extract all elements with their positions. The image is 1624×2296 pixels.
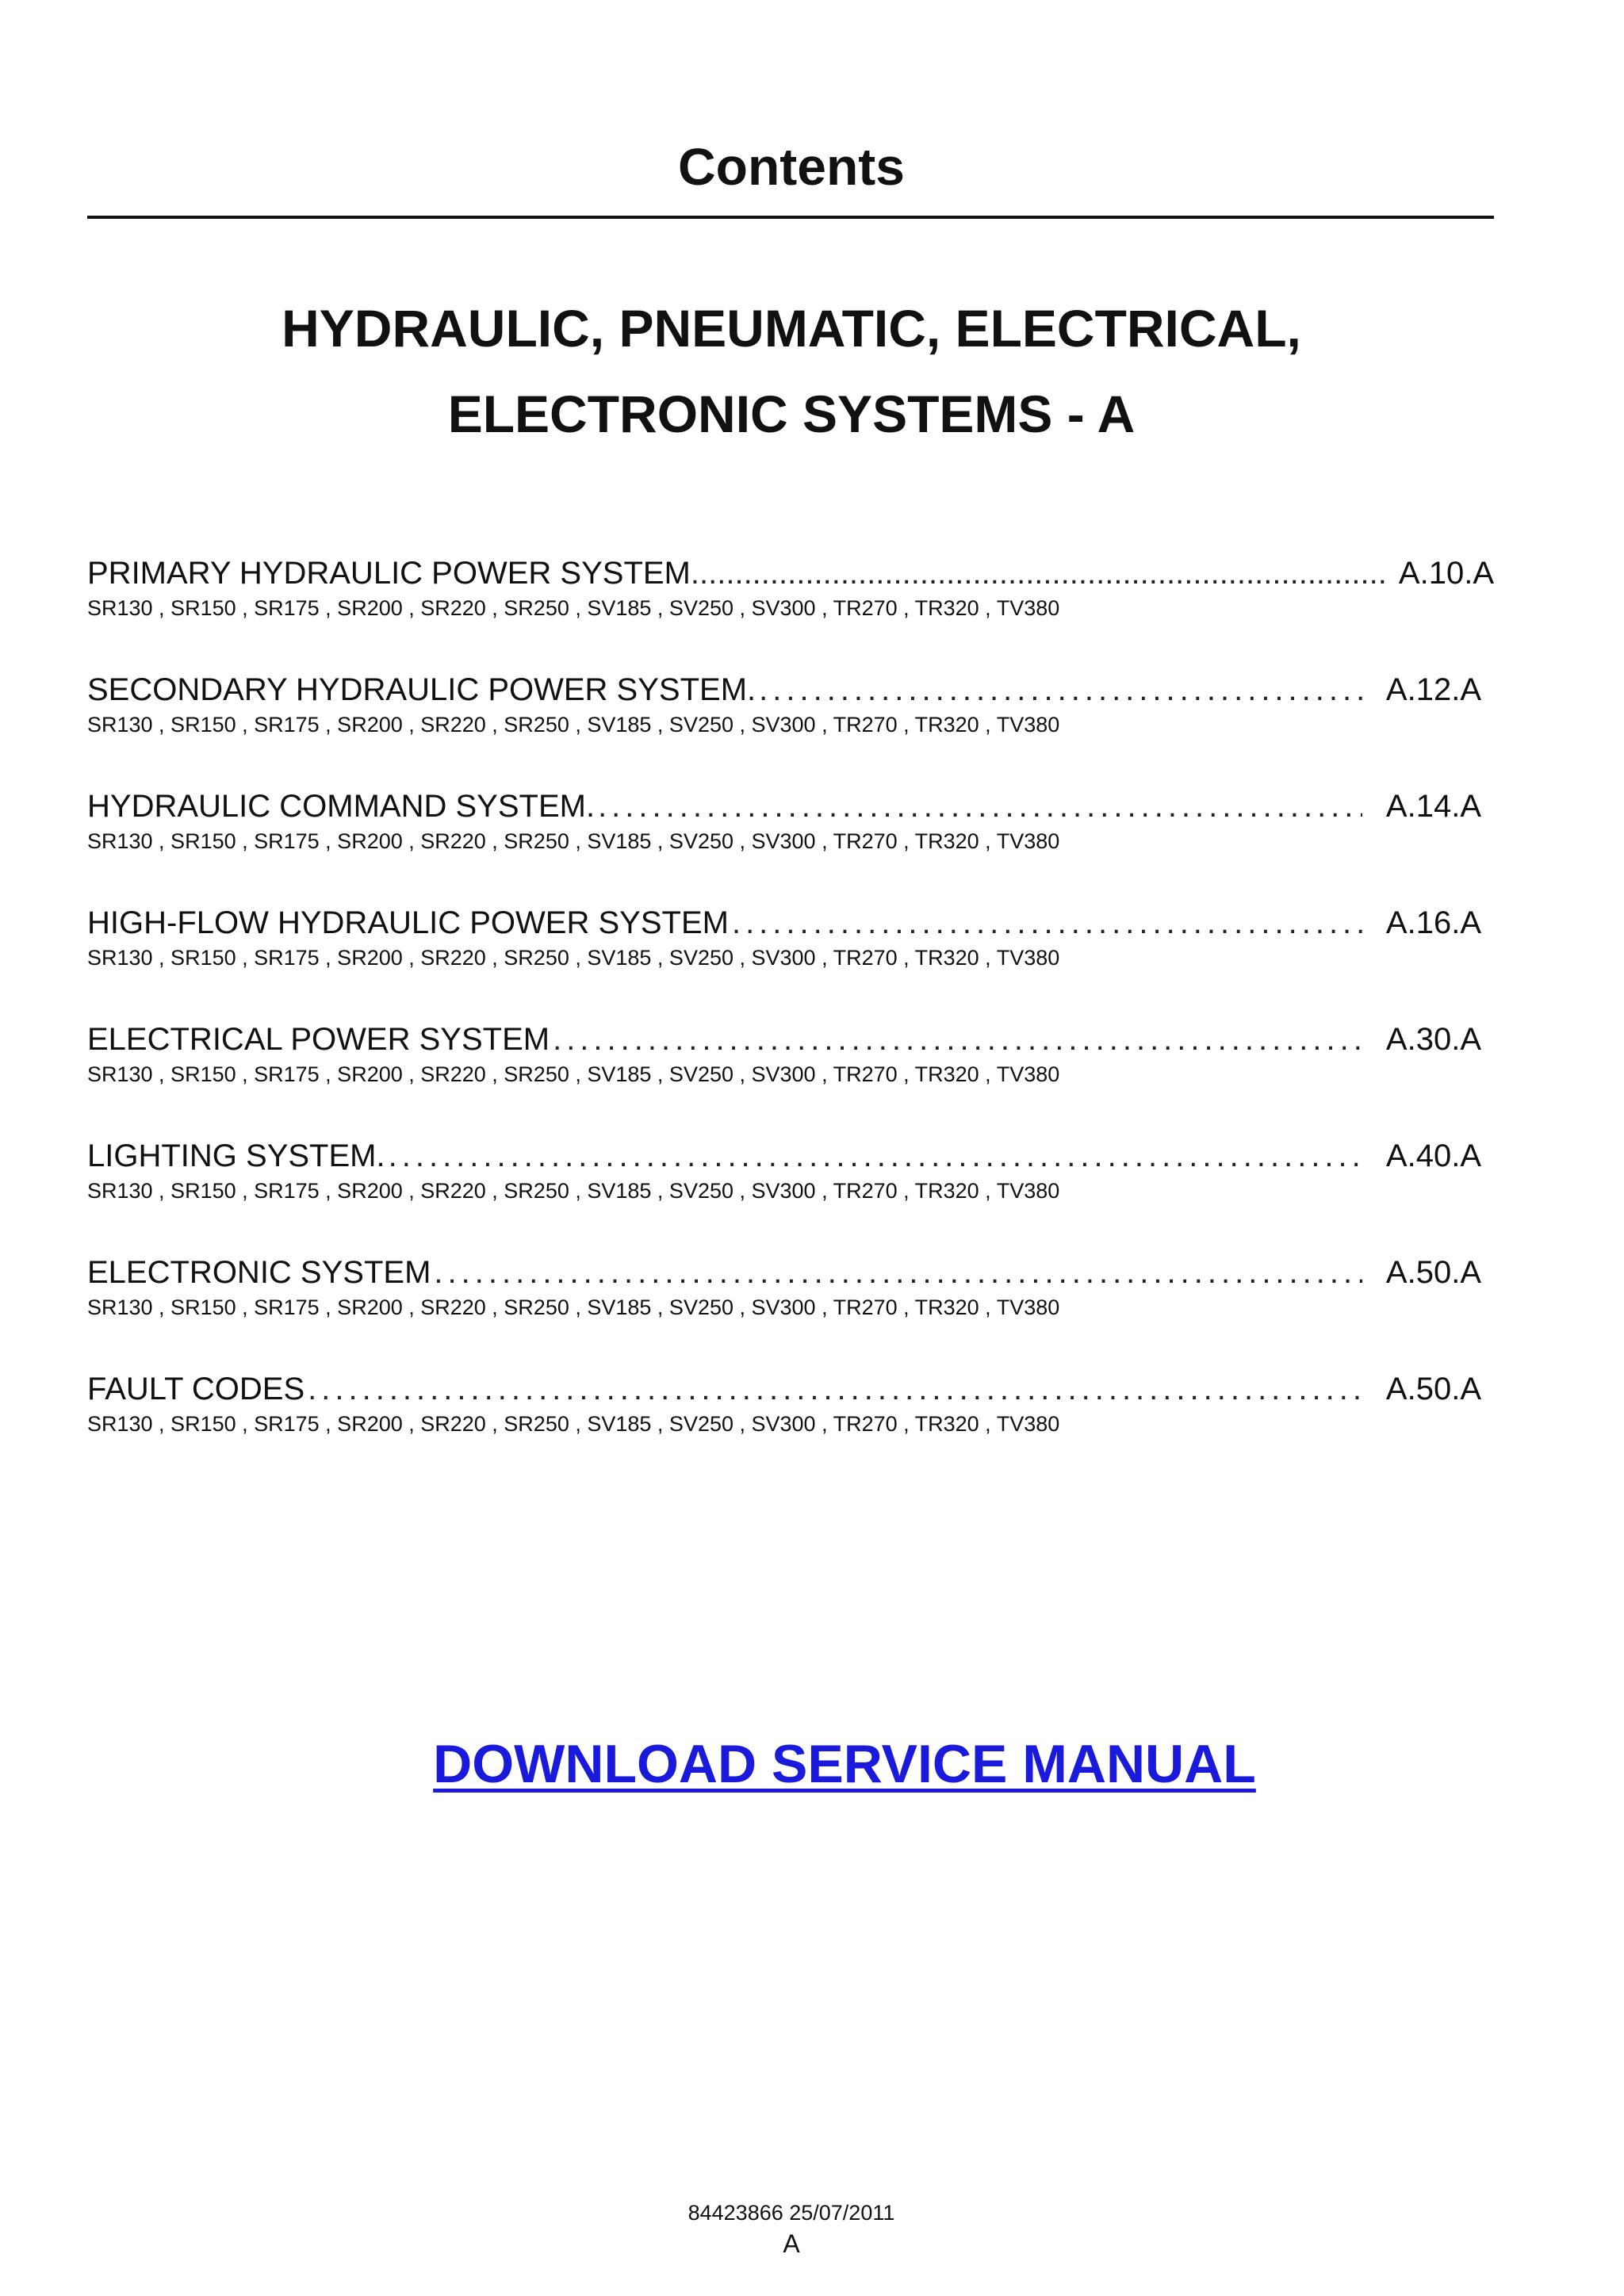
toc-entry-page[interactable]: A.50.A bbox=[1385, 1255, 1481, 1290]
toc-dot-leader bbox=[759, 668, 1362, 712]
toc-entry-page[interactable]: A.30.A bbox=[1385, 1022, 1481, 1057]
toc-entry-line[interactable] bbox=[87, 551, 1494, 595]
toc-entry-models: SR130 , SR150 , SR175 , SR200 , SR220 , SR250 , SV185 , SV250 , SV300 , TR270 , TR320 , TV380 bbox=[87, 829, 1060, 853]
toc-entry[interactable] bbox=[87, 1134, 1494, 1250]
toc-entry-title[interactable]: HIGH-FLOW HYDRAULIC POWER SYSTEM bbox=[87, 905, 729, 940]
toc-entry-title[interactable]: PRIMARY HYDRAULIC POWER SYSTEM bbox=[87, 556, 691, 591]
toc-entry[interactable] bbox=[87, 784, 1494, 901]
toc-entry-line[interactable] bbox=[87, 784, 1494, 828]
toc-entry-page[interactable]: A.16.A bbox=[1385, 905, 1481, 940]
toc-entry-page[interactable]: A.40.A bbox=[1385, 1138, 1481, 1173]
footer-document-code: 84423866 25/07/2011 bbox=[688, 2201, 895, 2225]
toc-entry-page[interactable]: A.50.A bbox=[1385, 1372, 1481, 1406]
title-divider bbox=[87, 216, 1494, 219]
toc-entry-line[interactable] bbox=[87, 901, 1494, 945]
toc-entry-models: SR130 , SR150 , SR175 , SR200 , SR220 , SR250 , SV185 , SV250 , SV300 , TR270 , TR320 , TV380 bbox=[87, 1062, 1060, 1086]
toc-dot-leader bbox=[598, 784, 1362, 828]
toc-entry[interactable] bbox=[87, 1017, 1494, 1134]
toc-entry-models: SR130 , SR150 , SR175 , SR200 , SR220 , SR250 , SV185 , SV250 , SV300 , TR270 , TR320 , TV380 bbox=[87, 1179, 1060, 1203]
toc-entry-models: SR130 , SR150 , SR175 , SR200 , SR220 , SR250 , SV185 , SV250 , SV300 , TR270 , TR320 , TV380 bbox=[87, 713, 1060, 737]
toc-entry[interactable] bbox=[87, 1250, 1494, 1367]
toc-entry-title[interactable]: FAULT CODES bbox=[87, 1372, 305, 1406]
toc-entry-line[interactable] bbox=[87, 1367, 1494, 1411]
footer-page-letter: A bbox=[783, 2229, 800, 2258]
toc-dot-leader bbox=[691, 551, 1385, 595]
toc-entry-title[interactable]: ELECTRICAL POWER SYSTEM bbox=[87, 1022, 550, 1057]
toc-entry-line[interactable] bbox=[87, 1017, 1494, 1062]
toc-entry[interactable] bbox=[87, 551, 1494, 668]
section-heading bbox=[0, 285, 1583, 457]
toc-entry-line[interactable] bbox=[87, 1134, 1494, 1178]
section-heading-line-2: ELECTRONIC SYSTEMS - A bbox=[447, 385, 1136, 443]
toc-entry-models: SR130 , SR150 , SR175 , SR200 , SR220 , SR250 , SV185 , SV250 , SV300 , TR270 , TR320 , TV380 bbox=[87, 1295, 1060, 1319]
toc-entry-title[interactable]: ELECTRONIC SYSTEM bbox=[87, 1255, 431, 1290]
table-of-contents bbox=[87, 551, 1494, 1483]
toc-entry-page[interactable]: A.12.A bbox=[1385, 672, 1481, 707]
download-service-manual-link[interactable]: DOWNLOAD SERVICE MANUAL bbox=[433, 1734, 1256, 1794]
download-link-container bbox=[0, 1728, 1624, 1800]
toc-dot-leader bbox=[389, 1134, 1362, 1178]
toc-entry[interactable] bbox=[87, 1367, 1494, 1483]
toc-dot-leader bbox=[308, 1367, 1369, 1411]
section-heading-line-1: HYDRAULIC, PNEUMATIC, ELECTRICAL, bbox=[282, 299, 1301, 358]
toc-dot-leader bbox=[434, 1250, 1362, 1295]
toc-entry[interactable] bbox=[87, 668, 1494, 784]
toc-entry-title[interactable]: LIGHTING SYSTEM. bbox=[87, 1138, 385, 1173]
toc-entry-line[interactable] bbox=[87, 1250, 1494, 1295]
toc-dot-leader bbox=[732, 901, 1362, 945]
toc-entry-title[interactable]: SECONDARY HYDRAULIC POWER SYSTEM. bbox=[87, 672, 756, 707]
toc-entry-line[interactable] bbox=[87, 668, 1494, 712]
toc-entry-page[interactable]: A.10.A bbox=[1398, 556, 1494, 591]
toc-entry-page[interactable]: A.14.A bbox=[1385, 789, 1481, 824]
toc-dot-leader bbox=[553, 1017, 1362, 1062]
toc-entry-title[interactable]: HYDRAULIC COMMAND SYSTEM. bbox=[87, 789, 596, 824]
toc-entry[interactable] bbox=[87, 901, 1494, 1017]
page-title: Contents bbox=[678, 137, 905, 196]
toc-entry-models: SR130 , SR150 , SR175 , SR200 , SR220 , SR250 , SV185 , SV250 , SV300 , TR270 , TR320 , TV380 bbox=[87, 1412, 1060, 1436]
toc-entry-models: SR130 , SR150 , SR175 , SR200 , SR220 , SR250 , SV185 , SV250 , SV300 , TR270 , TR320 , TV380 bbox=[87, 946, 1060, 970]
toc-entry-models: SR130 , SR150 , SR175 , SR200 , SR220 , SR250 , SV185 , SV250 , SV300 , TR270 , TR320 , TV380 bbox=[87, 596, 1060, 620]
